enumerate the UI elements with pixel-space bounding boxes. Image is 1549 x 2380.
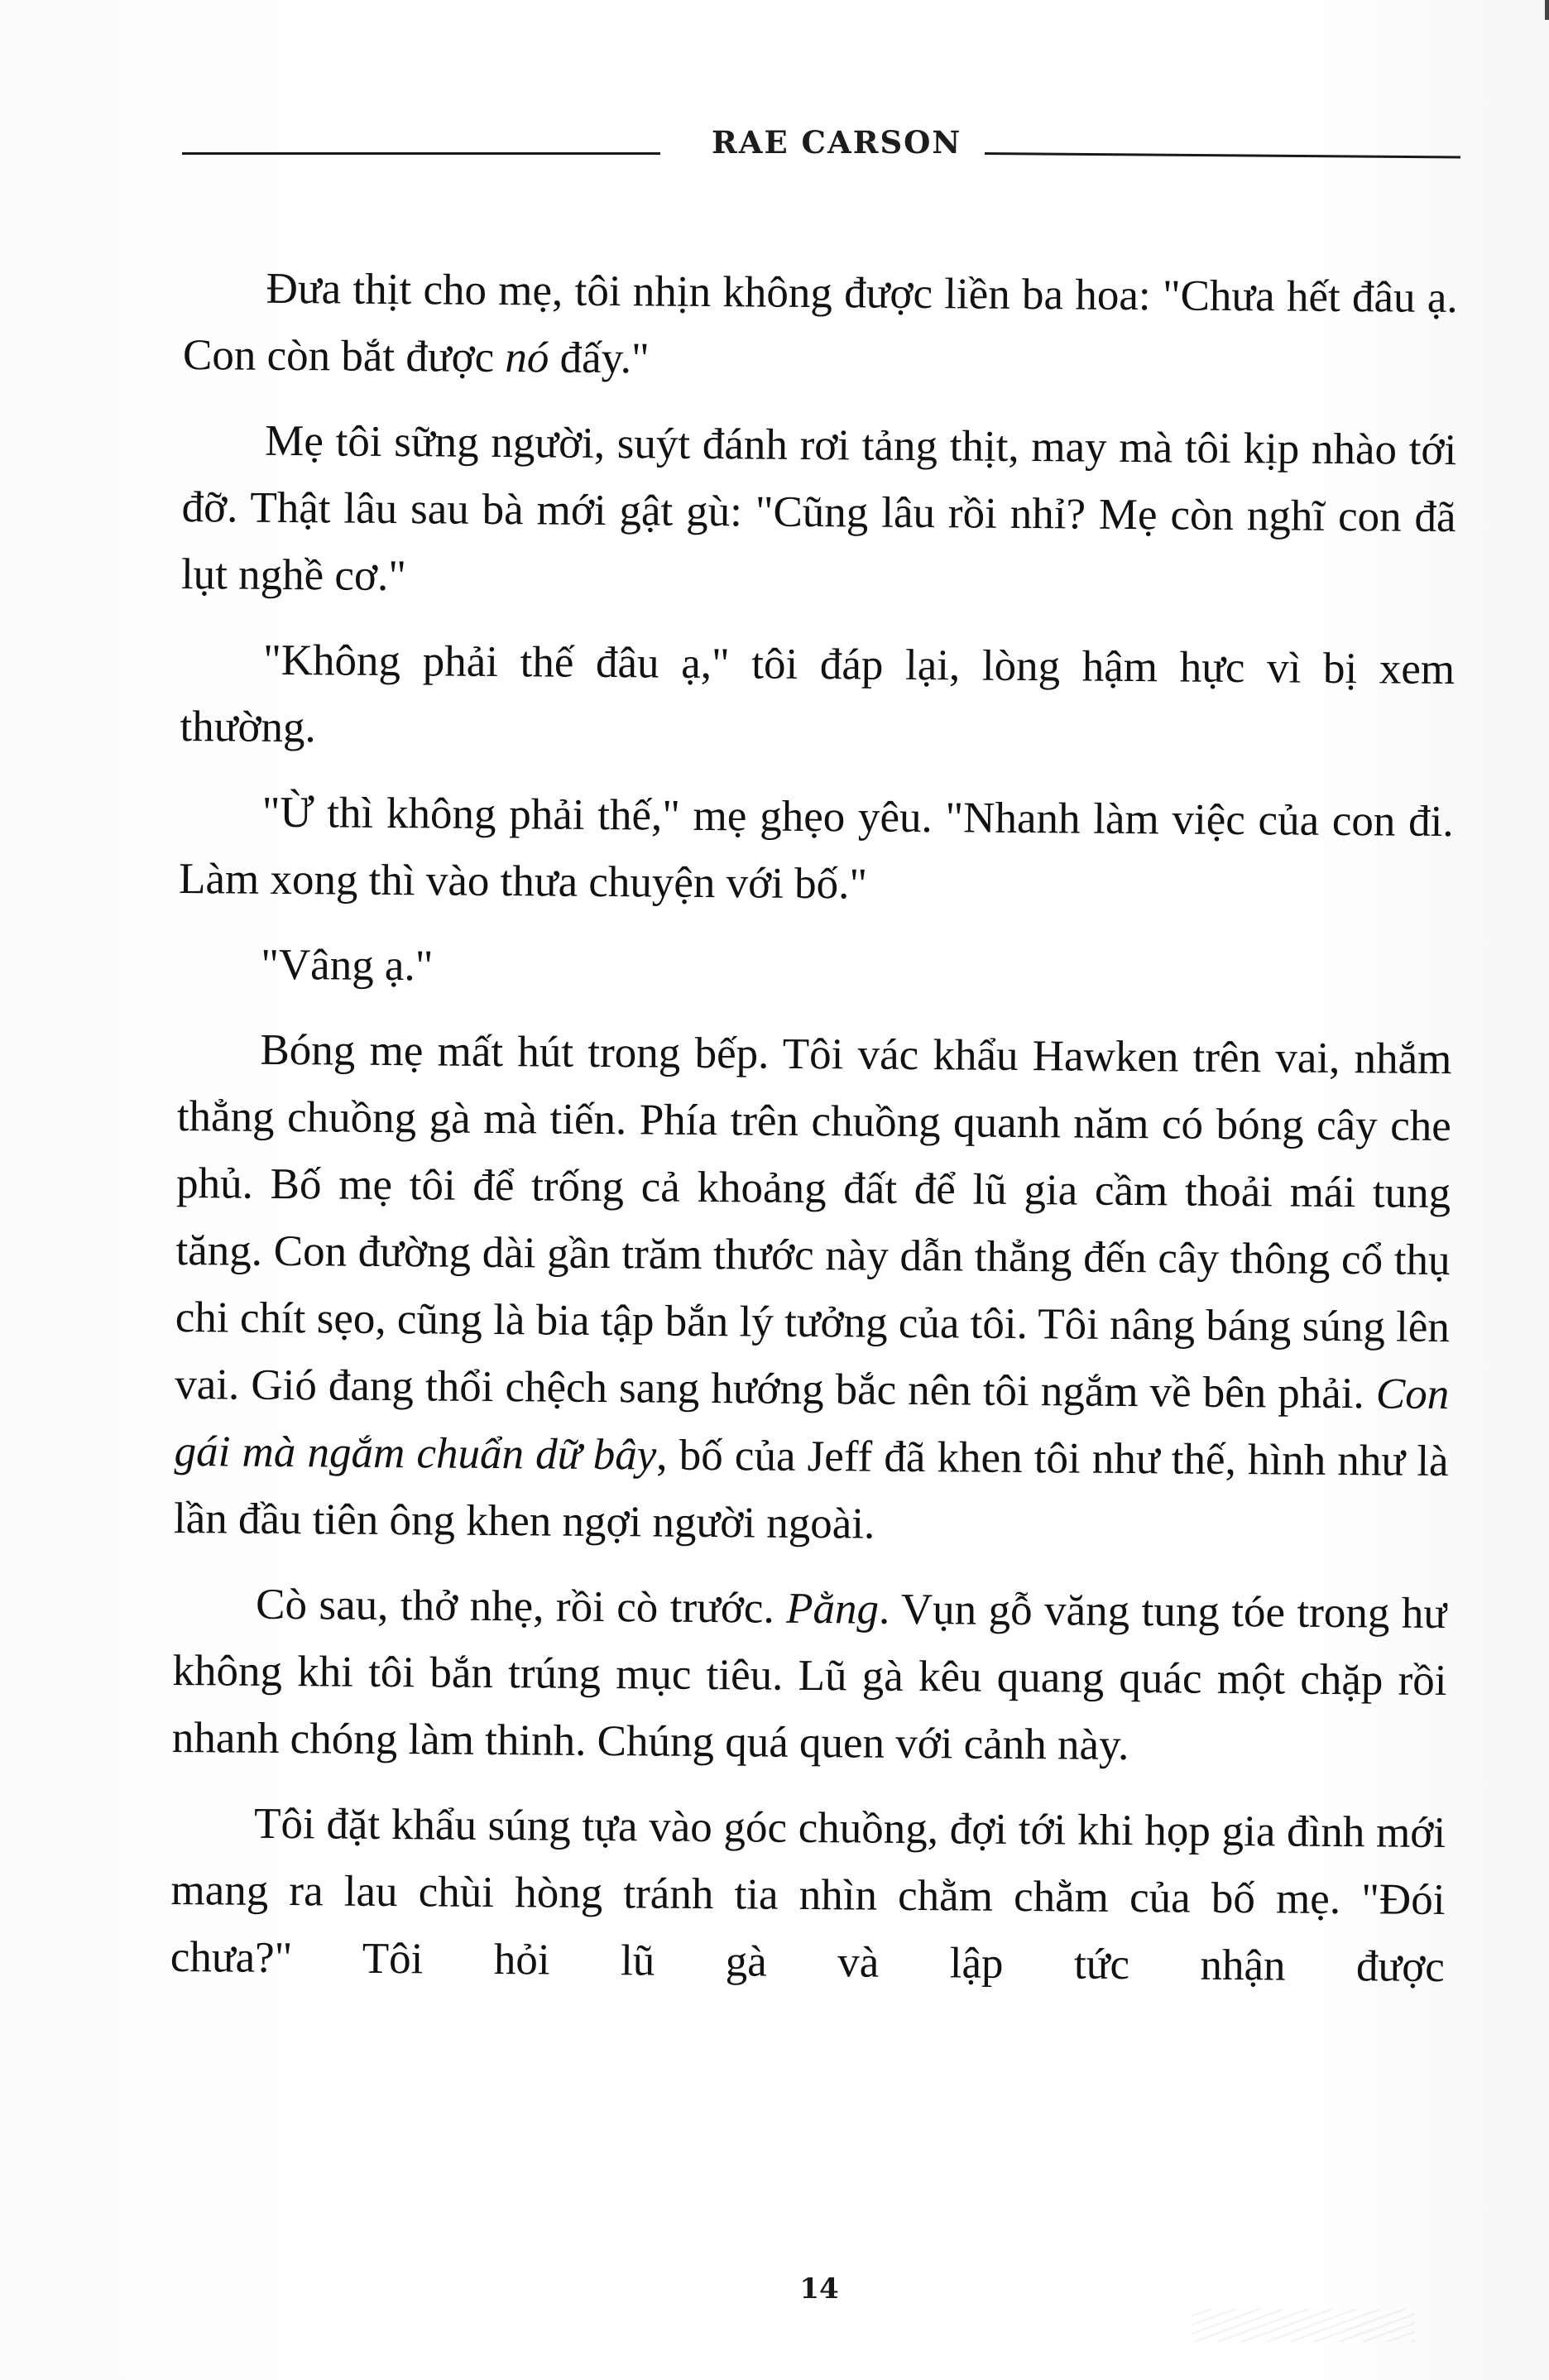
paragraph-4-span-1: "Ừ thì không phải thế," mẹ ghẹo yêu. "Nhanh làm việc của con đi. Làm xong thì vào thưa chuyện với bố." xyxy=(178,788,1454,909)
paragraph-8 xyxy=(170,1790,1446,2001)
paragraph-2-span-1: Mẹ tôi sững người, suýt đánh rơi tảng thịt, may mà tôi kịp nhào tới đỡ. Thật lâu sau bà mới gật gù: "Cũng lâu rồi nhỉ? Mẹ còn nghĩ con đã lụt nghề cơ." xyxy=(180,416,1457,601)
paragraph-3-span-1: "Không phải thế đâu ạ," tôi đáp lại, lòng hậm hực vì bị xem thường. xyxy=(180,636,1455,752)
paragraph-6 xyxy=(174,1016,1452,1562)
paper-scuff-mark xyxy=(1192,2309,1415,2342)
paragraph-7-span-3: . Vụn gỗ văng tung tóe trong hư không khi tôi bắn trúng mục tiêu. Lũ gà kêu quang quác một chặp rồi nhanh chóng làm thinh. Chúng quá quen với cảnh này. xyxy=(171,1585,1448,1770)
page-edge-mark xyxy=(1545,0,1549,20)
body-text xyxy=(168,255,1458,2234)
paragraph-6-span-1: Bóng mẹ mất hút trong bếp. Tôi vác khẩu Hawken trên vai, nhắm thẳng chuồng gà mà tiến. Phía trên chuồng quanh năm có bóng cây che phủ. Bố mẹ tôi để trống cả khoảng đất để lũ gia cầm thoải mái tung tăng. Con đường dài gần trăm thước này dẫn thẳng đến cây thông cổ thụ chi chít sẹo, cũng là bia tập bắn lý tưởng của tôi. Tôi nâng báng súng lên vai. Gió đang thổi chệch sang hướng bắc nên tôi ngắm về bên phải. xyxy=(175,1025,1452,1418)
paragraph-7-span-1: Cò sau, thở nhẹ, rồi cò trước. xyxy=(255,1580,787,1633)
paragraph-7 xyxy=(172,1571,1448,1782)
paragraph-5 xyxy=(178,931,1453,1008)
paragraph-6-span-2-italic: Con gái mà ngắm chuẩn dữ bây xyxy=(174,1370,1450,1480)
paragraph-1-span-1: Đưa thịt cho mẹ, tôi nhịn không được liền ba hoa: "Chưa hết đâu ạ. Con còn bắt được xyxy=(182,264,1458,382)
paragraph-2 xyxy=(181,407,1457,618)
paragraph-7-span-2-italic: Pằng xyxy=(785,1584,880,1634)
running-head-rule-right xyxy=(985,152,1460,159)
running-head xyxy=(182,116,1460,166)
paragraph-8-span-1: Tôi đặt khẩu súng tựa vào góc chuồng, đợi tới khi họp gia đình mới mang ra lau chùi hòng tránh tia nhìn chằm chằm của bố mẹ. "Đói chưa?" Tôi hỏi lũ gà và lập tức nhận được xyxy=(170,1799,1446,1992)
paragraph-3 xyxy=(180,626,1455,770)
paragraph-4 xyxy=(179,779,1454,923)
paragraph-5-span-1: "Vâng ạ." xyxy=(261,940,434,991)
paragraph-1-span-2-italic: nó xyxy=(505,333,549,382)
page-number: 14 xyxy=(799,2272,839,2306)
paragraph-1 xyxy=(183,255,1458,399)
paragraph-1-span-3: đấy." xyxy=(549,333,650,383)
running-head-rule-left xyxy=(182,152,660,155)
running-head-title: RAE CARSON xyxy=(712,124,962,161)
paragraph-6-span-3: , bố của Jeff đã khen tôi như thế, hình như là lần đầu tiên ông khen ngợi người ngoài. xyxy=(173,1431,1449,1548)
